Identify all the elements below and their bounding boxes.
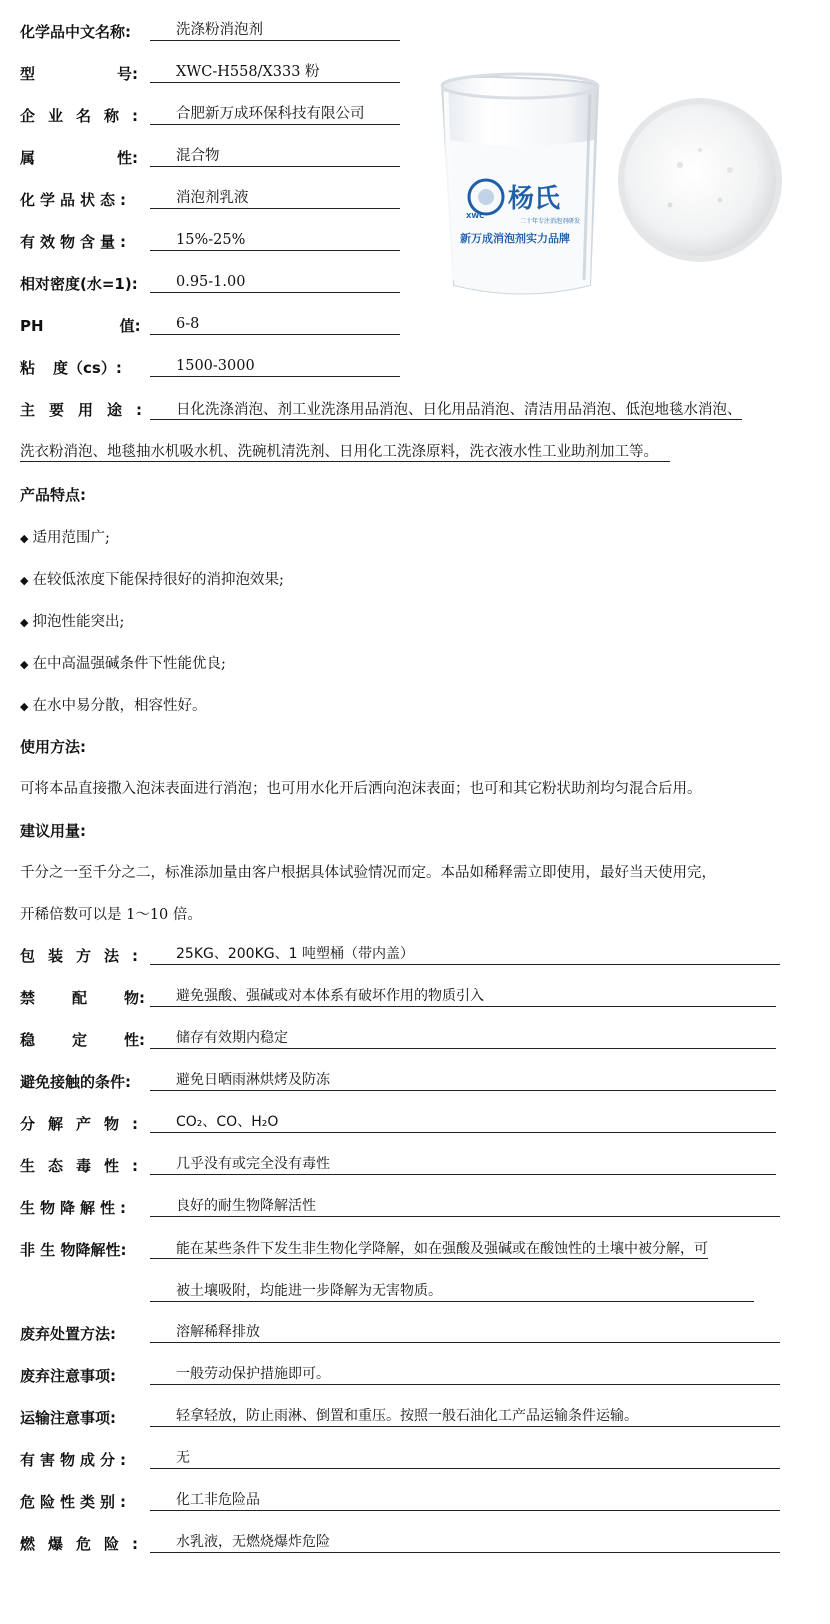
brand-small-text: 二十年专注消泡剂研发 bbox=[520, 218, 581, 225]
diamond-icon: ◆ bbox=[20, 616, 29, 629]
usage-line-2: 洗衣粉消泡、地毯抽水机吸水机、洗碗机清洗剂、日用化工洗涤原料，洗衣液水性工业助剂加工等。 bbox=[20, 440, 670, 461]
spec-label: 有效物含量: bbox=[20, 233, 131, 251]
spec-label: 废弃注意事项: bbox=[20, 1367, 116, 1385]
spec-label: 燃爆危险: bbox=[20, 1535, 151, 1553]
spec-value: 合肥新万成环保科技有限公司 bbox=[150, 104, 400, 125]
spec-value: 溶解稀释排放 bbox=[150, 1322, 780, 1343]
method-heading: 使用方法: bbox=[20, 738, 86, 756]
spec-label: 避免接触的条件: bbox=[20, 1073, 131, 1091]
dosage-heading: 建议用量: bbox=[20, 822, 86, 840]
usage-label: 主要用途: bbox=[20, 401, 156, 419]
spec-value: 25KG、200KG、1 吨塑桶（带内盖） bbox=[150, 944, 780, 965]
diamond-icon: ◆ bbox=[20, 700, 29, 713]
product-image bbox=[430, 70, 810, 315]
spec-value: 6-8 bbox=[150, 314, 400, 335]
spec-value: 水乳液，无燃烧爆炸危险 bbox=[150, 1532, 780, 1553]
spec-label: 相对密度(水=1): bbox=[20, 275, 138, 293]
spec-value: CO₂、CO、H₂O bbox=[150, 1112, 776, 1133]
spec-label: 化学品状态: bbox=[20, 191, 131, 209]
spec-value: 0.95-1.00 bbox=[150, 272, 400, 293]
logo-text: XWC bbox=[466, 212, 485, 220]
spec-label: 属 性: bbox=[20, 149, 139, 167]
spec-value: 1500-3000 bbox=[150, 356, 400, 377]
spec-label: 稳 定 性: bbox=[20, 1031, 146, 1049]
spec-label: 型 号: bbox=[20, 65, 139, 83]
abiotic-line-2: 被土壤吸附，均能进一步降解为无害物质。 bbox=[150, 1280, 754, 1302]
spec-value: 避免日晒雨淋烘烤及防冻 bbox=[150, 1070, 776, 1091]
diamond-icon: ◆ bbox=[20, 574, 29, 587]
spec-label: 危险性类别: bbox=[20, 1493, 131, 1511]
spec-label: 生态毒性: bbox=[20, 1157, 151, 1175]
spec-value: 一般劳动保护措施即可。 bbox=[150, 1364, 780, 1385]
spec-value: 化工非危险品 bbox=[150, 1490, 780, 1511]
method-text: 可将本品直接撒入泡沫表面进行消泡；也可用水化开后洒向泡沫表面；也可和其它粉状助剂均匀混合后用。 bbox=[20, 781, 702, 797]
brand-tagline: 新万成消泡剂实力品牌 bbox=[460, 232, 570, 245]
spec-label: 有害物成分: bbox=[20, 1451, 131, 1469]
spec-value: 轻拿轻放，防止雨淋、倒置和重压。按照一般石油化工产品运输条件运输。 bbox=[150, 1406, 780, 1427]
spec-label: 包装方法: bbox=[20, 947, 151, 965]
spec-label: 生物降解性: bbox=[20, 1199, 131, 1217]
abiotic-line-1: 能在某些条件下发生非生物化学降解，如在强酸及强碱或在酸蚀性的土壤中被分解，可 bbox=[150, 1238, 708, 1258]
brand-name: 杨氏 bbox=[508, 184, 561, 214]
spec-value: 避免强酸、强碱或对本体系有破坏作用的物质引入 bbox=[150, 986, 776, 1007]
diamond-icon: ◆ bbox=[20, 658, 29, 671]
usage-line-1: 日化洗涤消泡、剂工业洗涤用品消泡、日化用品消泡、清洁用品消泡、低泡地毯水消泡、 bbox=[150, 398, 742, 419]
spec-label: 分解产物: bbox=[20, 1115, 151, 1133]
spec-value: 储存有效期内稳定 bbox=[150, 1028, 776, 1049]
abiotic-label: 非 生 物降解性: bbox=[20, 1241, 127, 1259]
dosage-line-1: 千分之一至千分之二，标准添加量由客户根据具体试验情况而定。本品如稀释需立即使用，最好当天使用完， bbox=[20, 865, 716, 881]
spec-value: 消泡剂乳液 bbox=[150, 188, 400, 209]
spec-label: 化学品中文名称: bbox=[20, 23, 131, 41]
spec-label: 禁 配 物: bbox=[20, 989, 146, 1007]
spec-value: 混合物 bbox=[150, 146, 400, 167]
diamond-icon: ◆ bbox=[20, 532, 29, 545]
dosage-line-2: 开稀倍数可以是 1～10 倍。 bbox=[20, 907, 202, 923]
spec-label: 废弃处置方法: bbox=[20, 1325, 116, 1343]
spec-value: 良好的耐生物降解活性 bbox=[150, 1196, 780, 1217]
spec-label: 运输注意事项: bbox=[20, 1409, 116, 1427]
spec-value: XWC-H558/X333 粉 bbox=[150, 62, 400, 83]
spec-label: 粘 度（cs）: bbox=[20, 359, 122, 377]
spec-value: 15%-25% bbox=[150, 230, 400, 251]
features-heading: 产品特点: bbox=[20, 486, 86, 504]
spec-value: 几乎没有或完全没有毒性 bbox=[150, 1154, 776, 1175]
spec-label: 企业名称: bbox=[20, 107, 151, 125]
feature-item: ◆ 适用范围广; bbox=[20, 530, 110, 546]
spec-label: PH 值: bbox=[20, 317, 141, 335]
spec-value: 无 bbox=[150, 1448, 780, 1469]
spec-value: 洗涤粉消泡剂 bbox=[150, 20, 400, 41]
feature-item: ◆ 抑泡性能突出; bbox=[20, 614, 125, 630]
feature-item: ◆ 在较低浓度下能保持很好的消抑泡效果; bbox=[20, 572, 284, 588]
feature-item: ◆ 在中高温强碱条件下性能优良; bbox=[20, 656, 226, 672]
feature-item: ◆ 在水中易分散，相容性好。 bbox=[20, 698, 207, 714]
